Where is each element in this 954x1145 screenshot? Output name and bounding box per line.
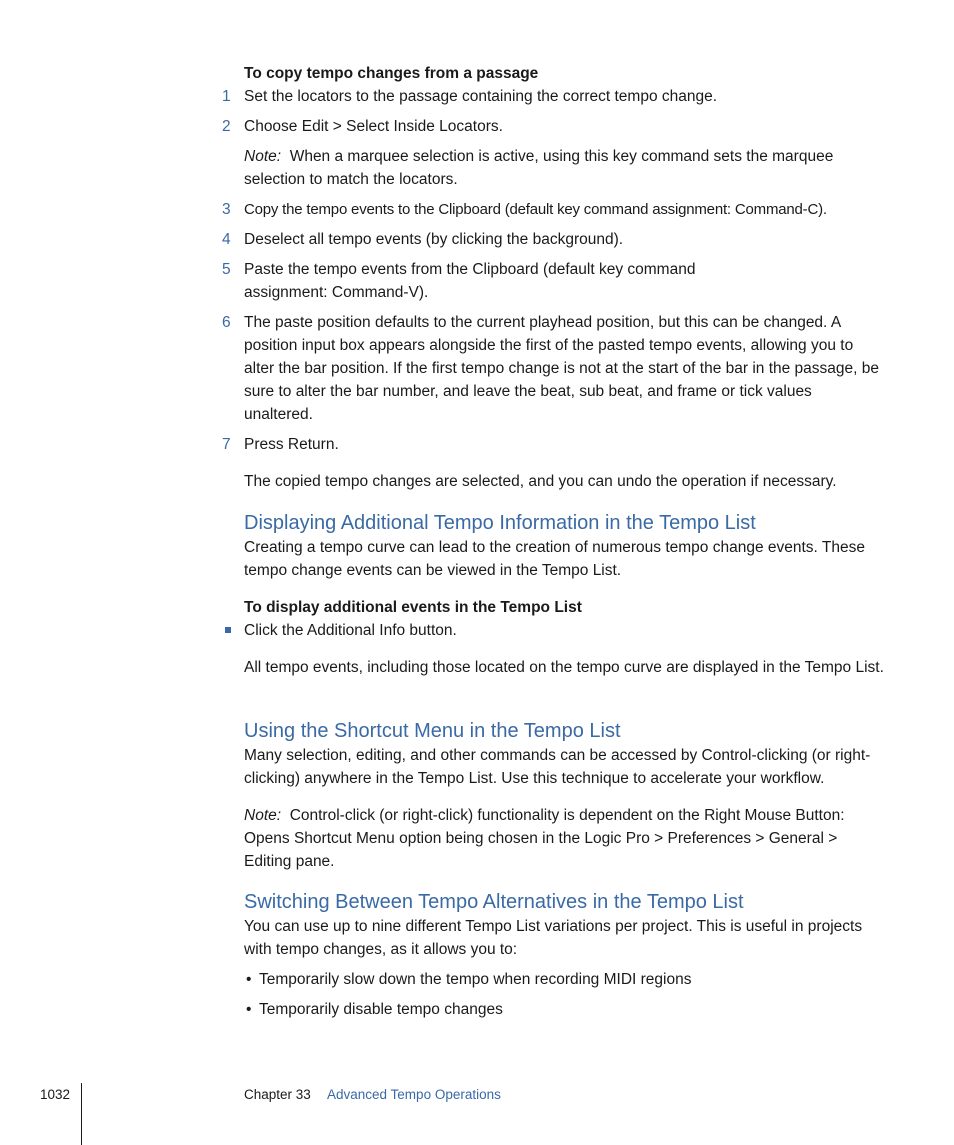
note-label: Note: <box>244 148 282 165</box>
intro-text: You can use up to nine different Tempo List variations per project. This is useful in projects with tempo changes, as it allows you to: <box>244 918 863 958</box>
step-number: 4 <box>222 231 231 248</box>
bullet-dot-icon: • <box>246 971 252 988</box>
step-text: Choose Edit > Select Inside Locators. <box>244 118 503 135</box>
result-text: All tempo events, including those located on the tempo curve are displayed in the Tempo List. <box>244 659 884 676</box>
step-number: 1 <box>222 88 231 105</box>
step-text: Paste the tempo events from the Clipboard (default key command assignment: Command-V). <box>244 261 696 301</box>
step-number: 6 <box>222 314 231 331</box>
result-text: The copied tempo changes are selected, and you can undo the operation if necessary. <box>244 473 837 490</box>
step-number: 7 <box>222 436 231 453</box>
step-number: 5 <box>222 261 231 278</box>
note-label: Note: <box>244 807 282 824</box>
step-text: Deselect all tempo events (by clicking the background). <box>244 231 624 248</box>
intro-text: Many selection, editing, and other commands can be accessed by Control-clicking (or right-clicking) anywhere in the Tempo List. Use this technique to accelerate your workflow. <box>244 747 871 787</box>
bullet-dot-icon: • <box>246 1001 252 1018</box>
bullet-text: Temporarily slow down the tempo when recording MIDI regions <box>259 971 692 988</box>
page-number: 1032 <box>40 1087 71 1102</box>
section-heading: Displaying Additional Tempo Information in the Tempo List <box>244 512 756 534</box>
note-text: Control-click (or right-click) functionality is dependent on the Right Mouse Button: Opens Shortcut Menu option being chosen in the Logic Pro > Preferences > General > Editing pane. <box>244 807 845 870</box>
task-title-display-events: To display additional events in the Tempo List <box>244 599 582 616</box>
step-text: Copy the tempo events to the Clipboard (default key command assignment: Command-C). <box>244 201 827 218</box>
step-text: Set the locators to the passage containing the correct tempo change. <box>244 88 718 105</box>
note <box>244 145 884 191</box>
task-title-copy-tempo: To copy tempo changes from a passage <box>244 65 539 82</box>
note <box>244 804 884 873</box>
section-heading: Using the Shortcut Menu in the Tempo List <box>244 720 621 742</box>
bullet-text: Click the Additional Info button. <box>244 622 457 639</box>
footer-section-link[interactable]: Advanced Tempo Operations <box>327 1087 501 1102</box>
step-text: The paste position defaults to the current playhead position, but this can be changed. A position input box appears alongside the first of the pasted tempo events, allowing you to alter the bar position. If the first tempo change is not at the start of the bar in the passage, be sure to alter the bar number, and leave the beat, sub beat, and frame or tick values unaltered. <box>244 314 880 423</box>
step-number: 3 <box>222 201 231 218</box>
step-text: Press Return. <box>244 436 339 453</box>
step-number: 2 <box>222 118 231 135</box>
footer-chapter: Chapter 33 <box>244 1087 311 1102</box>
footer-divider <box>81 1083 82 1145</box>
bullet-square-icon <box>225 627 231 633</box>
intro-text: Creating a tempo curve can lead to the creation of numerous tempo change events. These tempo change events can be viewed in the Tempo List. <box>244 539 865 579</box>
bullet-text: Temporarily disable tempo changes <box>259 1001 503 1018</box>
section-heading: Switching Between Tempo Alternatives in the Tempo List <box>244 891 744 913</box>
note-text: When a marquee selection is active, using this key command sets the marquee selection to match the locators. <box>244 148 834 188</box>
